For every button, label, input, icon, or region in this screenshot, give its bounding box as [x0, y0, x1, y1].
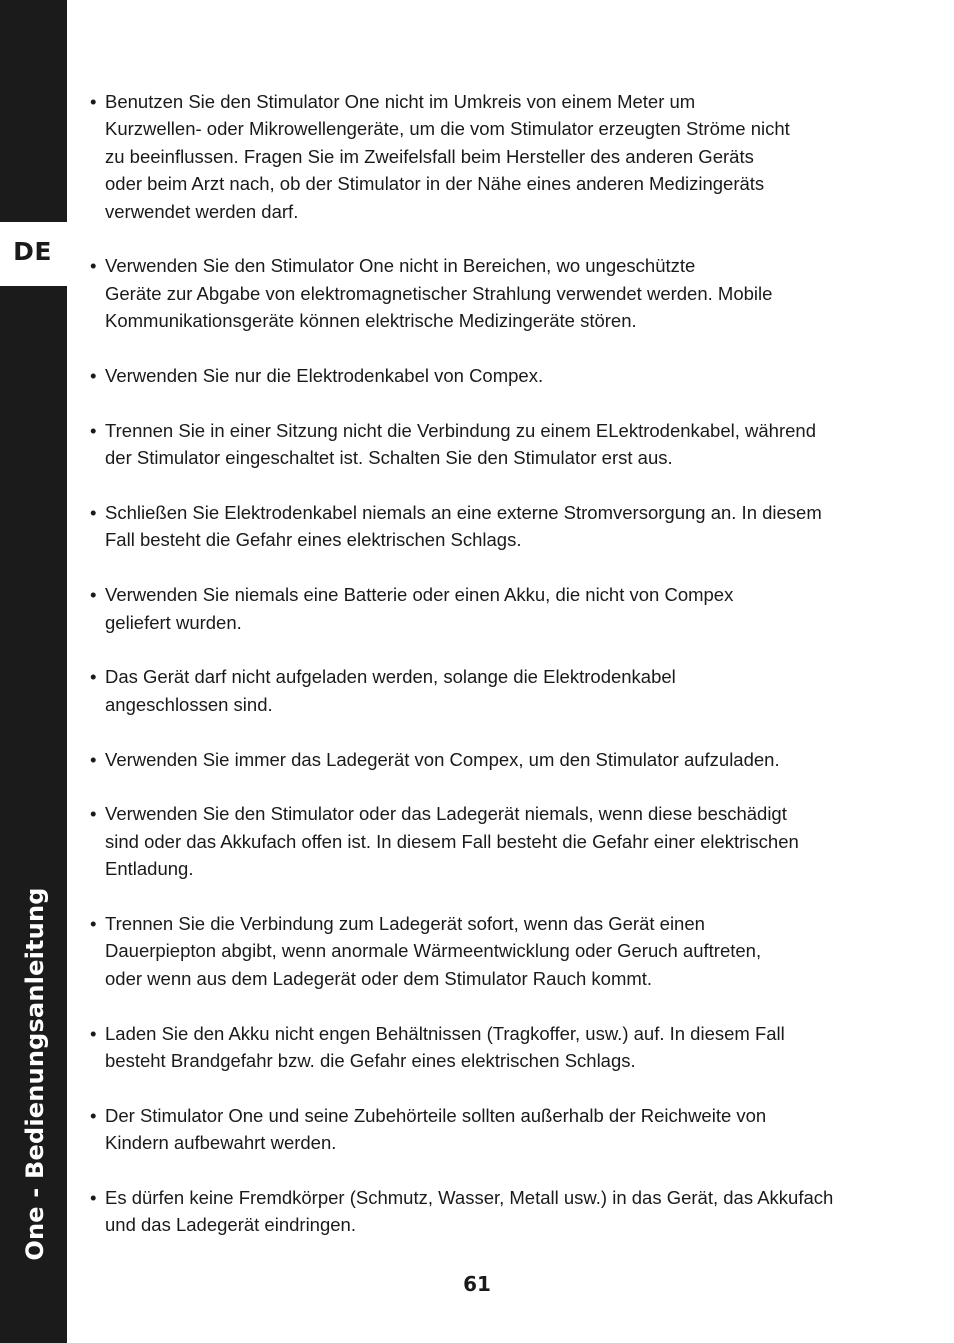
item-line: besteht Brandgefahr bzw. die Gefahr eines elektrischen Schlags. — [105, 1050, 636, 1072]
list-item — [90, 1020, 880, 1075]
bullet: • — [90, 1187, 97, 1209]
item-line: Kommunikationsgeräte können elektrische Medizingeräte stören. — [105, 310, 637, 332]
item-line: Kurzwellen- oder Mikrowellengeräte, um die vom Stimulator erzeugten Ströme nicht — [105, 118, 790, 140]
list-item — [90, 1184, 880, 1239]
list-item — [90, 910, 880, 992]
document-title-vertical: One - Bedienungsanleitung — [21, 887, 49, 1261]
item-line: sind oder das Akkufach offen ist. In diesem Fall besteht die Gefahr einer elektrischen — [105, 830, 799, 852]
item-line: Trennen Sie in einer Sitzung nicht die Verbindung zu einem ELektrodenkabel, während — [105, 419, 816, 441]
item-line: Schließen Sie Elektrodenkabel niemals an eine externe Stromversorgung an. In diesem — [105, 502, 822, 524]
safety-instructions-list — [90, 88, 880, 1266]
list-item — [90, 663, 880, 718]
bullet: • — [90, 803, 97, 825]
item-line: der Stimulator eingeschaltet ist. Schalten Sie den Stimulator erst aus. — [105, 447, 673, 469]
bullet: • — [90, 1104, 97, 1126]
item-line: Entladung. — [105, 858, 194, 880]
list-item — [90, 746, 880, 773]
bullet: • — [90, 913, 97, 935]
item-line: und das Ladegerät eindringen. — [105, 1214, 356, 1236]
item-line: Verwenden Sie nur die Elektrodenkabel von Compex. — [105, 365, 544, 387]
list-item — [90, 88, 880, 225]
bullet: • — [90, 584, 97, 606]
item-line: oder wenn aus dem Ladegerät oder dem Stimulator Rauch kommt. — [105, 967, 653, 989]
item-line: verwendet werden darf. — [105, 200, 299, 222]
item-line: geliefert wurden. — [105, 611, 242, 633]
bullet: • — [90, 365, 97, 387]
bullet: • — [90, 91, 97, 112]
item-line: Es dürfen keine Fremdkörper (Schmutz, Wasser, Metall usw.) in das Gerät, das Akkufach — [105, 1187, 834, 1209]
item-line: Dauerpiepton abgibt, wenn anormale Wärmeentwicklung oder Geruch auftreten, — [105, 940, 762, 962]
item-line: Verwenden Sie den Stimulator One nicht in Bereichen, wo ungeschützte — [105, 255, 696, 277]
bullet: • — [90, 255, 97, 277]
bullet: • — [90, 502, 97, 524]
item-line: Laden Sie den Akku nicht engen Behältnissen (Tragkoffer, usw.) auf. In diesem Fall — [105, 1022, 785, 1044]
page-number: 61 — [463, 1272, 491, 1296]
language-tab-label: DE — [13, 236, 52, 266]
bullet: • — [90, 419, 97, 441]
item-line: Der Stimulator One und seine Zubehörteile sollten außerhalb der Reichweite von — [105, 1104, 767, 1126]
list-item — [90, 252, 880, 334]
bullet: • — [90, 748, 97, 770]
item-line: Verwenden Sie niemals eine Batterie oder einen Akku, die nicht von Compex — [105, 584, 734, 606]
item-line: Benutzen Sie den Stimulator One nicht im Umkreis von einem Meter um — [105, 91, 696, 112]
language-tab — [0, 222, 67, 286]
item-line: angeschlossen sind. — [105, 693, 273, 715]
item-line: Verwenden Sie immer das Ladegerät von Compex, um den Stimulator aufzuladen. — [105, 748, 780, 770]
sidebar — [0, 0, 67, 1343]
item-line: Das Gerät darf nicht aufgeladen werden, solange die Elektrodenkabel — [105, 666, 676, 688]
list-item — [90, 417, 880, 472]
list-item — [90, 800, 880, 882]
bullet: • — [90, 1022, 97, 1044]
item-line: oder beim Arzt nach, ob der Stimulator in der Nähe eines anderen Medizingeräts — [105, 173, 765, 195]
list-item — [90, 1102, 880, 1157]
list-item — [90, 362, 880, 389]
item-line: zu beeinflussen. Fragen Sie im Zweifelsfall beim Hersteller des anderen Geräts — [105, 145, 754, 167]
item-line: Fall besteht die Gefahr eines elektrischen Schlags. — [105, 529, 522, 551]
item-line: Trennen Sie die Verbindung zum Ladegerät sofort, wenn das Gerät einen — [105, 913, 705, 935]
item-line: Verwenden Sie den Stimulator oder das Ladegerät niemals, wenn diese beschädigt — [105, 803, 787, 825]
bullet: • — [90, 666, 97, 688]
list-item — [90, 581, 880, 636]
item-line: Kindern aufbewahrt werden. — [105, 1132, 337, 1154]
list-item — [90, 499, 880, 554]
item-line: Geräte zur Abgabe von elektromagnetischer Strahlung verwendet werden. Mobile — [105, 282, 773, 304]
